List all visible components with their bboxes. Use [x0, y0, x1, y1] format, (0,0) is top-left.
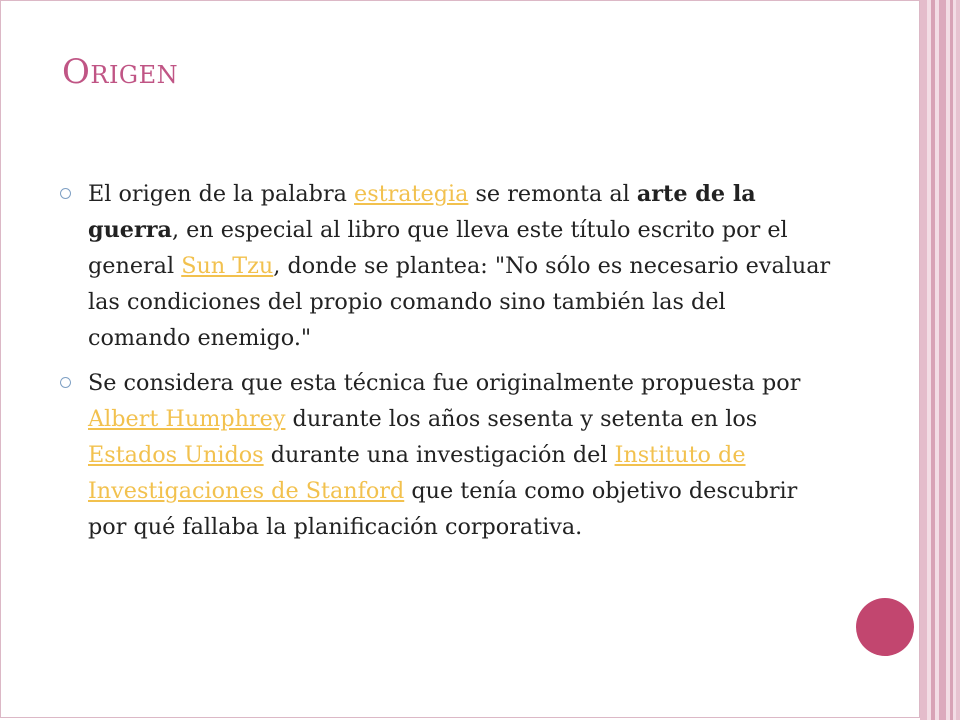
text-segment: que tenía como objetivo descubrir por qué fallaba la planificación corporativa.	[88, 478, 798, 540]
stripe	[950, 0, 953, 720]
link-instituto-stanford[interactable]: Instituto de Investigaciones de Stanford	[88, 442, 746, 504]
slide-title: Origen	[62, 52, 179, 92]
text-segment: durante los años sesenta y setenta en los	[285, 406, 758, 432]
link-estados-unidos[interactable]: Estados Unidos	[88, 442, 264, 468]
stripe	[931, 0, 935, 720]
text-segment: durante una investigación del	[263, 442, 615, 468]
text-segment: se remonta al	[468, 181, 637, 207]
side-decoration-stripes	[920, 0, 960, 720]
text-segment: , en especial al libro que lleva este título escrito por el general	[88, 217, 788, 279]
text-segment: , donde se plantea: "No sólo es necesario evaluar las condiciones del propio comando sino también las del comando enemigo."	[88, 253, 831, 351]
link-estrategia[interactable]: estrategia	[354, 181, 469, 207]
bullet-paragraph-1	[60, 176, 835, 356]
bullet-circle-icon	[60, 377, 71, 388]
link-sun-tzu[interactable]: Sun Tzu	[181, 253, 274, 279]
link-albert-humphrey[interactable]: Albert Humphrey	[88, 406, 286, 432]
bullet-list	[60, 176, 835, 554]
text-segment: Se considera que esta técnica fue originalmente propuesta por	[88, 370, 801, 396]
accent-circle	[856, 598, 914, 656]
bold-text-arte-de-la-guerra: arte de la guerra	[88, 181, 756, 243]
stripe	[920, 0, 927, 720]
text-segment: El origen de la palabra	[88, 181, 354, 207]
stripe	[956, 0, 960, 720]
stripe	[939, 0, 946, 720]
bullet-paragraph-2	[60, 365, 835, 545]
bullet-circle-icon	[60, 188, 71, 199]
